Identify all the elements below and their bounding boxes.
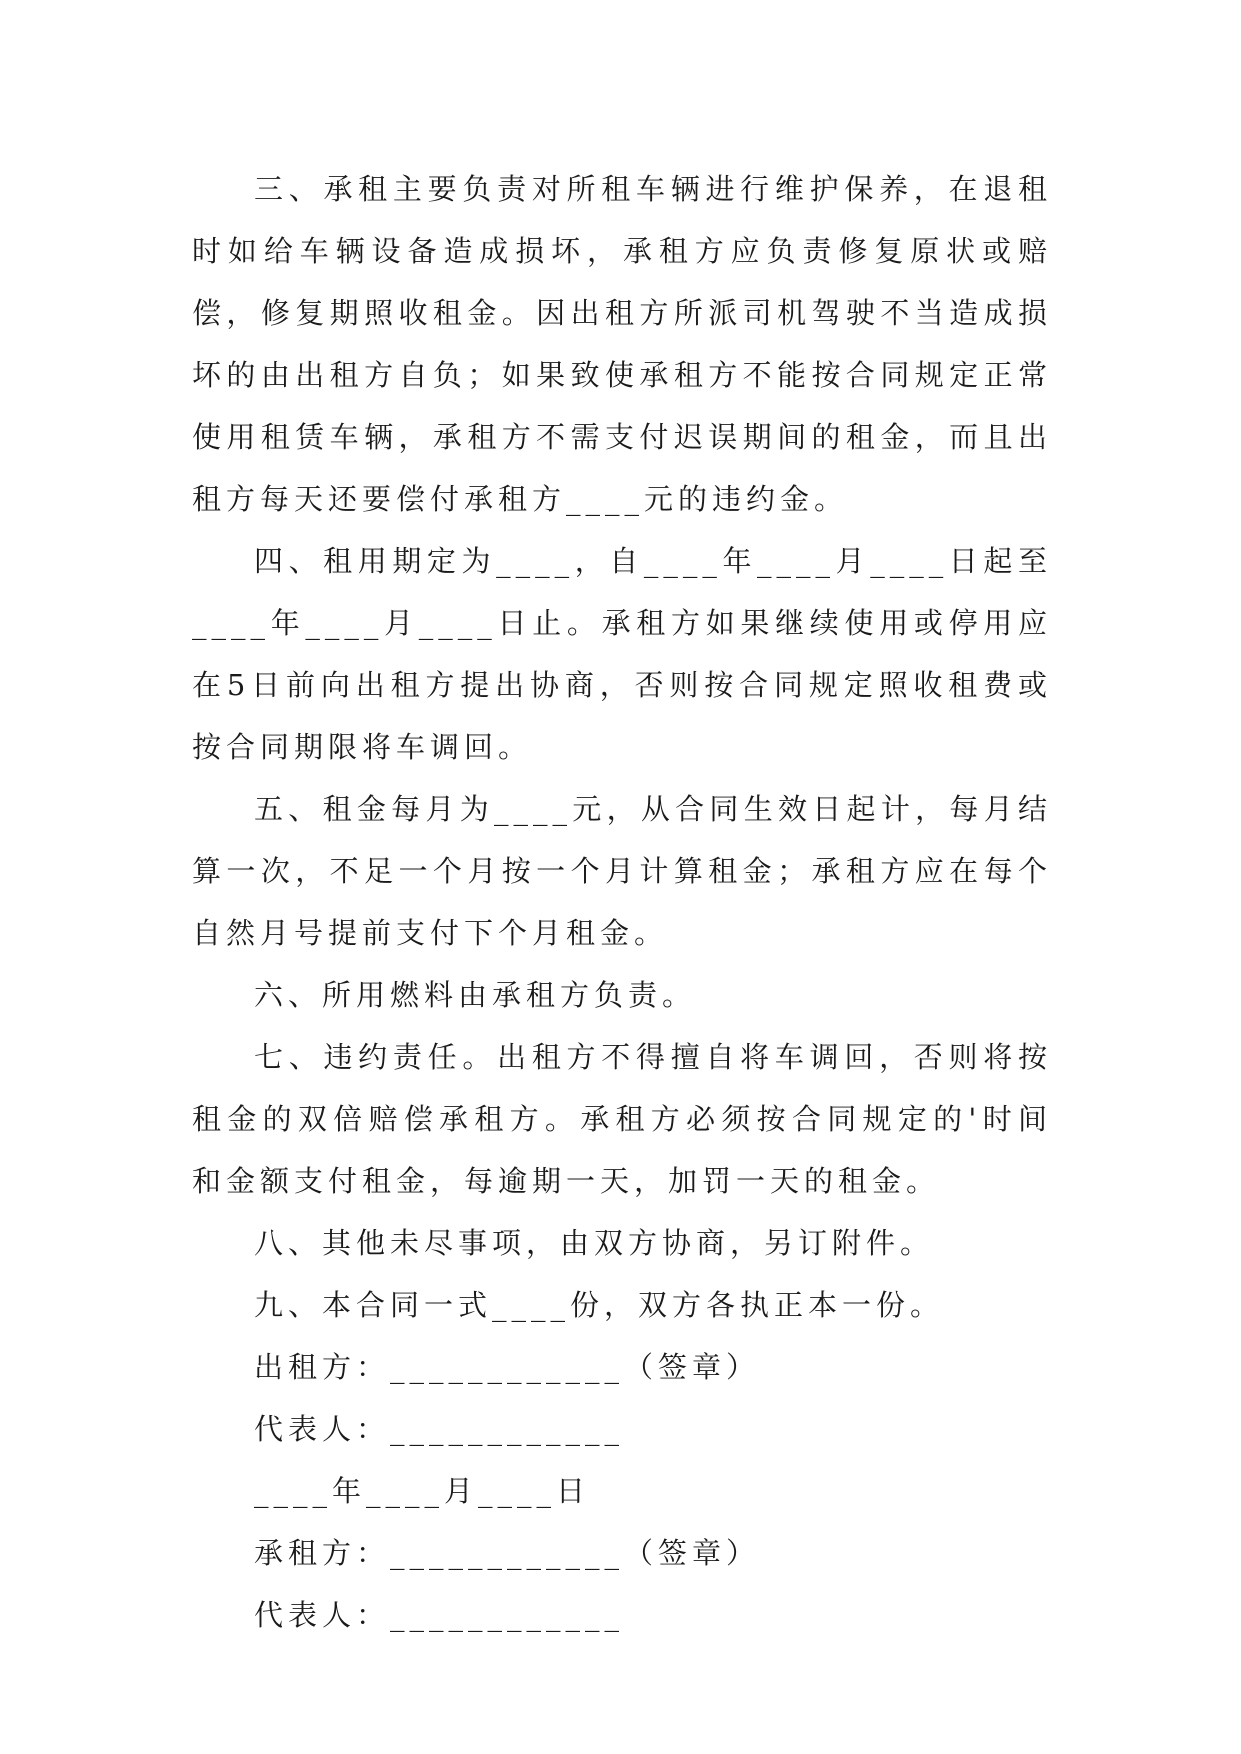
contract-body	[192, 158, 1052, 1646]
lessee-representative-line: 代表人：____________	[254, 1598, 625, 1632]
lessor-representative-line: 代表人：____________	[254, 1412, 625, 1446]
lessee-signature-line: 承租方：____________（签章）	[254, 1536, 761, 1570]
clause-five: 五、租金每月为____元，从合同生效日起计，每月结算一次，不足一个月按一个月计算租金；承租方应在每个自然月号提前支付下个月租金。	[192, 792, 1052, 950]
lessor-signature-line: 出租方：____________（签章）	[254, 1350, 761, 1384]
clause-four: 四、租用期定为____，自____年____月____日起至____年____月____日止。承租方如果继续使用或停用应在5日前向出租方提出协商，否则按合同规定照收租费或按合同期限将车调回。	[192, 544, 1052, 764]
clause-eight: 八、其他未尽事项，由双方协商，另订附件。	[254, 1226, 935, 1260]
clause-three: 三、承租主要负责对所租车辆进行维护保养，在退租时如给车辆设备造成损坏，承租方应负责修复原状或赔偿，修复期照收租金。因出租方所派司机驾驶不当造成损坏的由出租方自负；如果致使承租方不能按合同规定正常使用租赁车辆，承租方不需支付迟误期间的租金，而且出租方每天还要偿付承租方____元的违约金。	[192, 172, 1052, 516]
clause-nine: 九、本合同一式____份，双方各执正本一份。	[254, 1288, 945, 1322]
clause-seven: 七、违约责任。出租方不得擅自将车调回，否则将按租金的双倍赔偿承租方。承租方必须按合同规定的'时间和金额支付租金，每逾期一天，加罚一天的租金。	[192, 1040, 1052, 1198]
clause-six: 六、所用燃料由承租方负责。	[254, 978, 697, 1012]
signing-date-line: ____年____月____日	[254, 1474, 591, 1508]
